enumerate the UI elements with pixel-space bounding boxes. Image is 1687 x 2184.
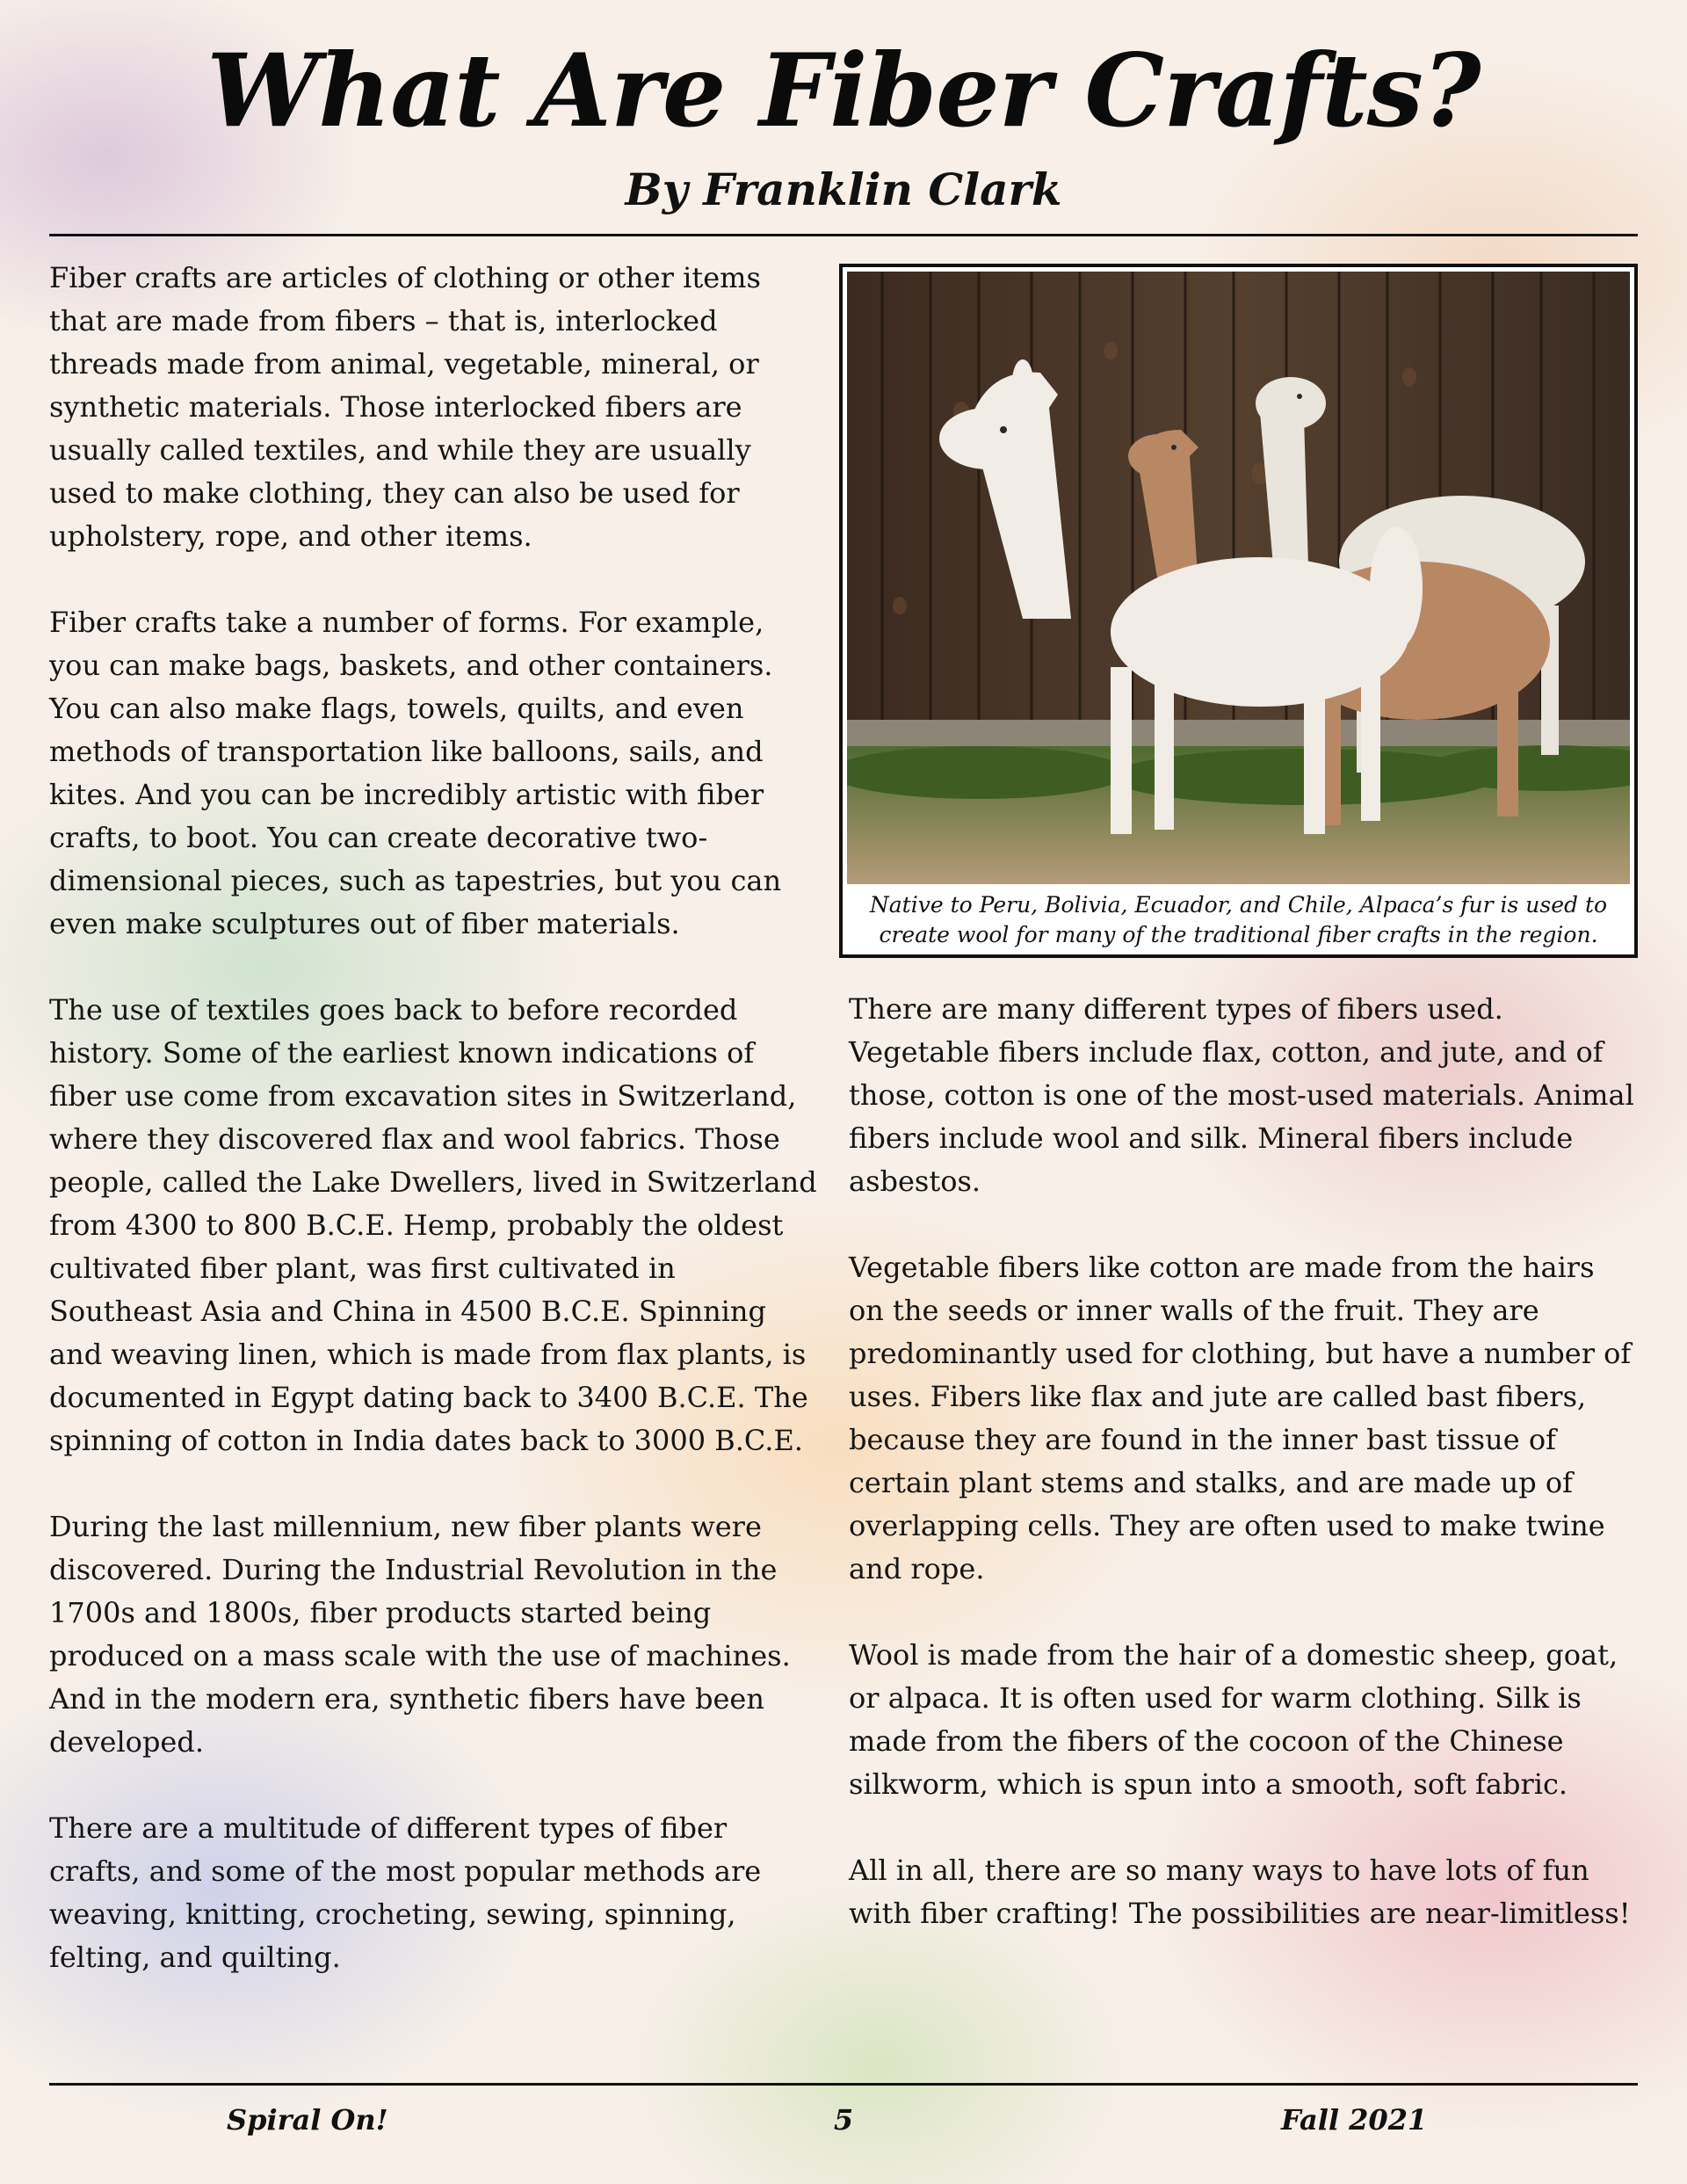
header-rule xyxy=(49,234,1638,236)
alpaca-illustration xyxy=(847,272,1630,884)
page-title: What Are Fiber Crafts? xyxy=(206,32,1481,149)
footer-rule xyxy=(49,2083,1638,2086)
paragraph: There are many different types of fibers used. Vegetable fibers include flax, cotton, and jute, and of those, cotton is one of the most-used materials. Animal fibers include wool and silk. Mineral fibers include asbestos. xyxy=(849,992,1634,1198)
footer-issue: Fall 2021 xyxy=(1281,2103,1428,2137)
paragraph: Fiber crafts are articles of clothing or other items that are made from fibers – that is, interlocked threads made from animal, vegetable, mineral, or synthetic materials. Those interlocked fibers are usually called textiles, and while they are usually used to make clothing, they can also be used for upholstery, rope, and other items. xyxy=(49,261,761,553)
alpaca-figure xyxy=(839,264,1638,958)
byline: By Franklin Clark xyxy=(625,163,1062,215)
paragraph: Fiber crafts take a number of forms. For example, you can make bags, baskets, and other containers. You can also make flags, towels, quilts, and even methods of transportation like balloons, sails, and kites. And you can be incredibly artistic with fiber crafts, to boot. You can create decorative two-dimensional pieces, such as tapestries, but you can even make sculptures out of fiber materials. xyxy=(49,606,782,940)
alpaca-photo xyxy=(847,272,1630,884)
article-column-left xyxy=(49,257,822,1979)
paragraph: There are a multitude of different types of fiber crafts, and some of the most popular methods are weaving, knitting, crocheting, sewing, spinning, felting, and quilting. xyxy=(49,1811,762,1974)
figure-caption: Native to Peru, Bolivia, Ecuador, and Chile, Alpaca’s fur is used to create wool for many of the traditional fiber crafts in the region. xyxy=(869,892,1608,947)
paragraph: During the last millennium, new fiber plants were discovered. During the Industrial Revolution in the 1700s and 1800s, fiber products started being produced on a mass scale with the use of machines. And in the modern era, synthetic fibers have been developed. xyxy=(49,1510,791,1759)
footer-publication: Spiral On! xyxy=(227,2103,388,2137)
paragraph: Wool is made from the hair of a domestic sheep, goat, or alpaca. It is often used for warm clothing. Silk is made from the fibers of the cocoon of the Chinese silkworm, which is spun into a smooth, soft fabric. xyxy=(849,1638,1618,1801)
paragraph: The use of textiles goes back to before recorded history. Some of the earliest known indications of fiber use come from excavation sites in Switzerland, where they discovered flax and wool fabrics. Those people, called the Lake Dwellers, lived in Switzerland from 4300 to 800 B.C.E. Hemp, probably the oldest cultivated fiber plant, was first cultivated in Southeast Asia and China in 4500 B.C.E. Spinning and weaving linen, which is made from flax plants, is documented in Egypt dating back to 3400 B.C.E. The spinning of cotton in India dates back to 3000 B.C.E. xyxy=(49,993,817,1457)
article-column-right xyxy=(849,988,1638,1935)
footer-page-number: 5 xyxy=(833,2103,854,2137)
paragraph: All in all, there are so many ways to have lots of fun with fiber crafting! The possibilities are near-limitless! xyxy=(849,1854,1631,1930)
paragraph: Vegetable fibers like cotton are made from the hairs on the seeds or inner walls of the fruit. They are predominantly used for clothing, but have a number of uses. Fibers like flax and jute are called bast fibers, because they are found in the inner bast tissue of certain plant stems and stalks, and are made up of overlapping cells. They are often used to make twine and rope. xyxy=(849,1251,1632,1585)
